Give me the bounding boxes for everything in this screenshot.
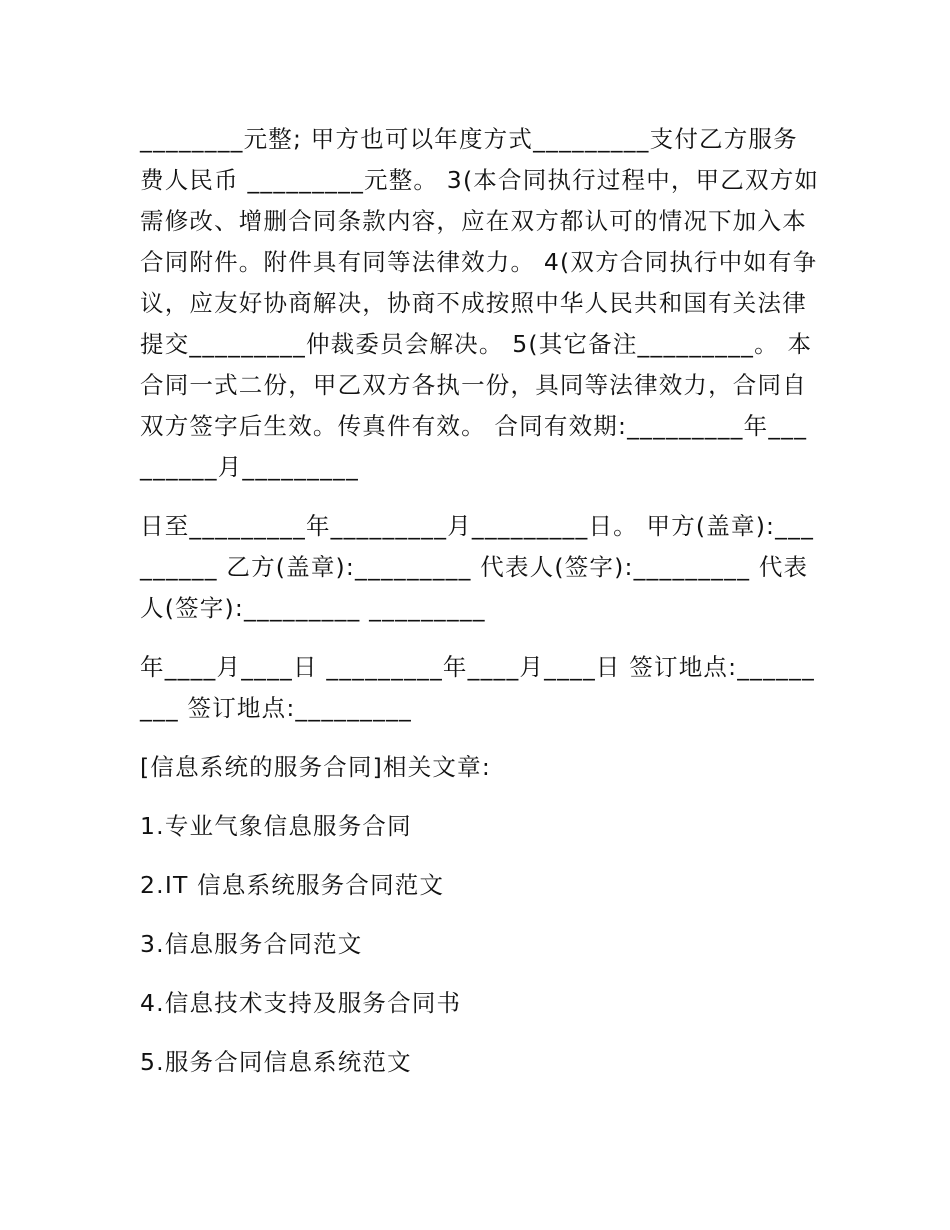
related-article-link[interactable]: 3.信息服务合同范文 (140, 930, 363, 958)
related-article-link[interactable]: 1.专业气象信息服务合同 (140, 812, 412, 840)
signing-date-location-paragraph: 年____月____日 _________年____月____日 签订地点:_________ 签订地点:_________ (140, 653, 815, 722)
contract-dates-signature-paragraph: 日至_________年_________月_________日。 甲方(盖章):_________ 乙方(盖章):_________ 代表人(签字):_________ 代表人(签字):_________ _________ (140, 512, 815, 622)
related-articles-title: [信息系统的服务合同]相关文章: (140, 753, 491, 781)
related-article-link[interactable]: 5.服务合同信息系统范文 (140, 1048, 412, 1076)
related-article-link[interactable]: 2.IT 信息系统服务合同范文 (140, 871, 445, 899)
contract-terms-paragraph: ________元整; 甲方也可以年度方式_________支付乙方服务费人民币 _________元整。 3(本合同执行过程中，甲乙双方如需修改、增删合同条款内容，应在双方都认可的情况下加入本合同附件。附件具有同等法律效力。 4(双方合同执行中如有争议，应友好协商解决，协商不成按照中华人民共和国有关法律提交_________仲裁委员会解决。 5(其它备注_________。 本合同一式二份，甲乙双方各执一份，具同等法律效力，合同自双方签字后生效。传真件有效。 合同有效期:_________年_________月_________ (140, 125, 820, 481)
document-page (140, 119, 820, 1101)
related-article-link[interactable]: 4.信息技术支持及服务合同书 (140, 989, 462, 1017)
